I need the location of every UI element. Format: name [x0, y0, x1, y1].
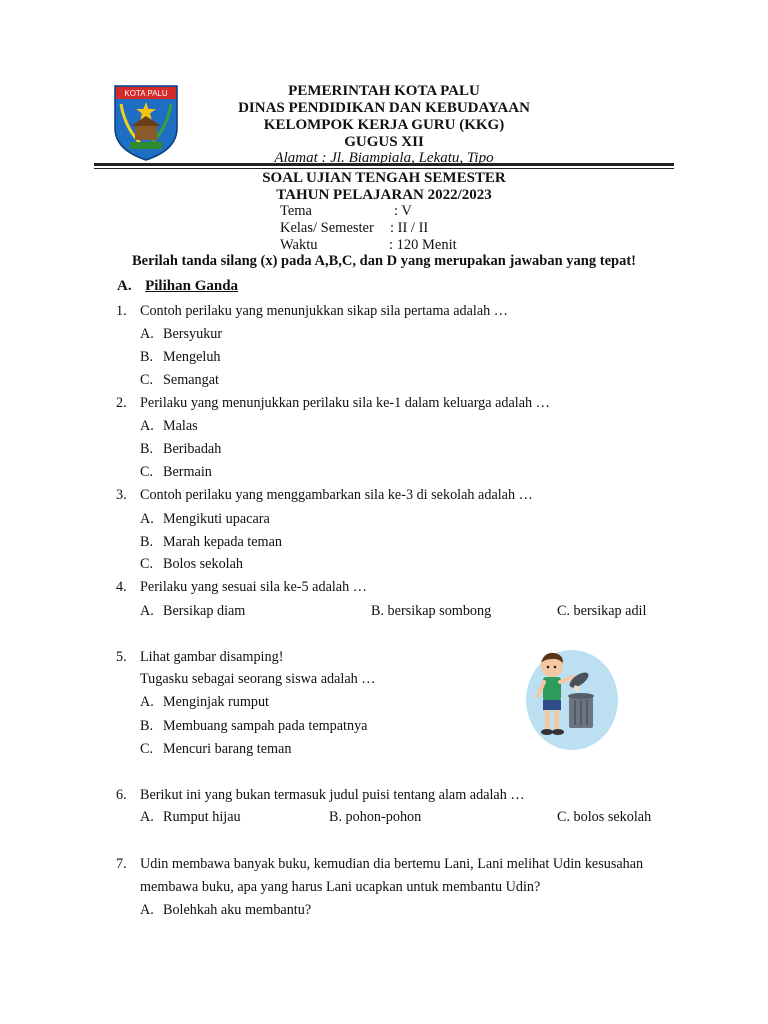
tema-value: : V — [394, 203, 412, 219]
letterhead-line-2: DINAS PENDIDIKAN DAN KEBUDAYAAN — [238, 100, 530, 116]
question-number: 1. — [116, 303, 127, 319]
section-heading — [117, 278, 238, 295]
letterhead-line-1: PEMERINTAH KOTA PALU — [288, 83, 480, 99]
option-4a-text: Bersikap diam — [163, 603, 246, 619]
waktu-value: : 120 Menit — [389, 237, 457, 253]
letterhead-address: Alamat : Jl. Biampiala, Lekatu, Tipo — [274, 150, 494, 166]
option-4a-letter: A. — [140, 603, 154, 619]
kelas-value: : II / II — [390, 220, 429, 236]
student-trash-bin-illustration — [522, 644, 618, 752]
instruction-text: Berilah tanda silang (x) pada A,B,C, dan D yang merupakan jawaban yang tepat! — [132, 253, 636, 269]
tema-label: Tema — [280, 203, 312, 219]
section-title: Pilihan Ganda — [145, 278, 239, 294]
option-6c: C. bolos sekolah — [557, 809, 652, 825]
exam-year: TAHUN PELAJARAN 2022/2023 — [276, 187, 492, 203]
letterhead-line-3: KELOMPOK KERJA GURU (KKG) — [263, 117, 505, 133]
kelas-label: Kelas/ Semester — [280, 220, 374, 236]
option-4c: C. bersikap adil — [557, 603, 647, 619]
waktu-label: Waktu — [280, 237, 318, 253]
letterhead-line-4: GUGUS XII — [344, 134, 424, 150]
emblem-label: KOTA PALU — [124, 89, 168, 98]
option-6a-letter: A. — [140, 809, 154, 825]
question-text: Contoh perilaku yang menunjukkan sikap sila pertama adalah … — [140, 303, 508, 319]
option-4b: B. bersikap sombong — [371, 603, 492, 619]
section-letter: A. — [117, 278, 132, 294]
exam-title: SOAL UJIAN TENGAH SEMESTER — [262, 170, 506, 186]
option-6b: B. pohon-pohon — [329, 809, 422, 825]
option-6a-text: Rumput hijau — [163, 809, 241, 825]
letterhead-rule-thick — [94, 163, 674, 166]
kota-palu-emblem-icon — [113, 84, 179, 162]
